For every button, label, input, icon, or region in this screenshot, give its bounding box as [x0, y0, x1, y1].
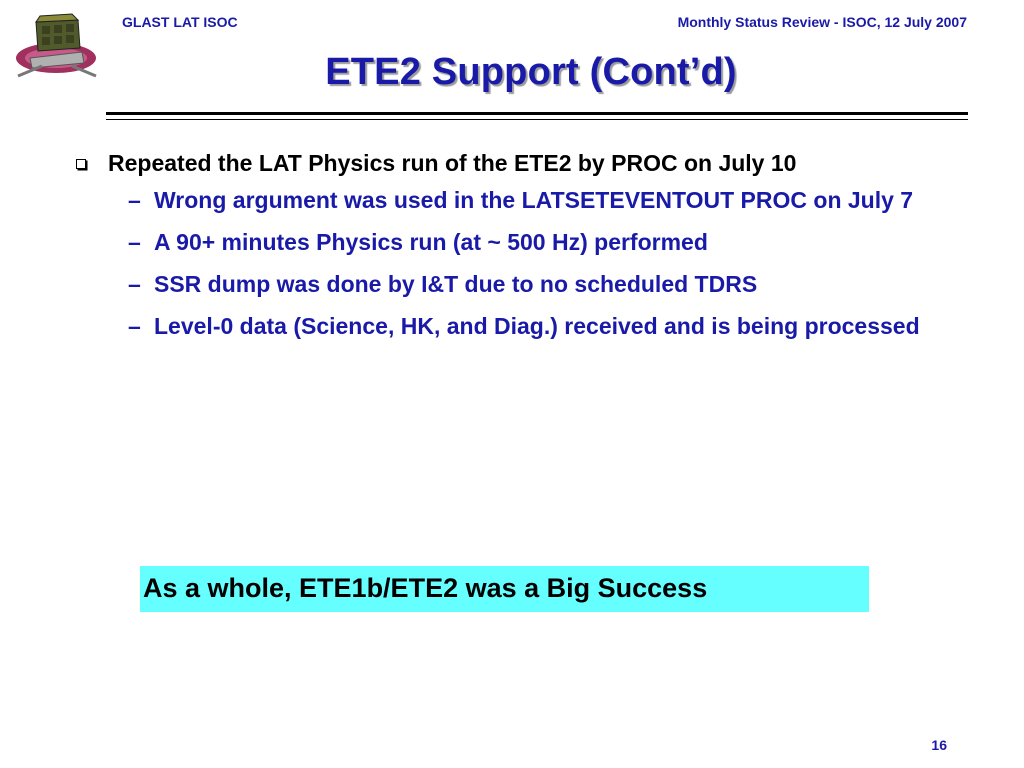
sub-bullet: [70, 268, 962, 300]
header-left: GLAST LAT ISOC: [122, 14, 238, 30]
callout-box: [140, 566, 869, 612]
sub-bullet-text: A 90+ minutes Physics run (at ~ 500 Hz) performed: [154, 229, 708, 255]
main-bullet: [70, 148, 970, 178]
header-right: Monthly Status Review - ISOC, 12 July 2007: [677, 14, 967, 30]
dash-bullet-icon: –: [128, 187, 141, 213]
sub-bullet: [70, 184, 962, 216]
callout-text: As a whole, ETE1b/ETE2 was a Big Success: [143, 573, 708, 603]
sub-bullet-list: [70, 184, 970, 342]
sub-bullet-text: SSR dump was done by I&T due to no scheduled TDRS: [154, 271, 758, 297]
sub-bullet-text: Level-0 data (Science, HK, and Diag.) received and is being processed: [154, 313, 920, 339]
sub-bullet: [70, 310, 962, 342]
square-bullet-icon: [76, 159, 86, 169]
sub-bullet-text: Wrong argument was used in the LATSETEVENTOUT PROC on July 7: [154, 187, 914, 213]
dash-bullet-icon: –: [128, 229, 141, 255]
sub-bullet: [70, 226, 962, 258]
slide-content: [70, 148, 970, 352]
dash-bullet-icon: –: [128, 271, 141, 297]
title-rule-thick: [106, 112, 968, 115]
main-bullet-text: Repeated the LAT Physics run of the ETE2 by PROC on July 10: [108, 150, 797, 176]
title-rule-thin: [106, 119, 968, 120]
dash-bullet-icon: –: [128, 313, 141, 339]
slide-title: ETE2 Support (Cont’d): [325, 51, 737, 93]
page-number: 16: [931, 737, 947, 753]
